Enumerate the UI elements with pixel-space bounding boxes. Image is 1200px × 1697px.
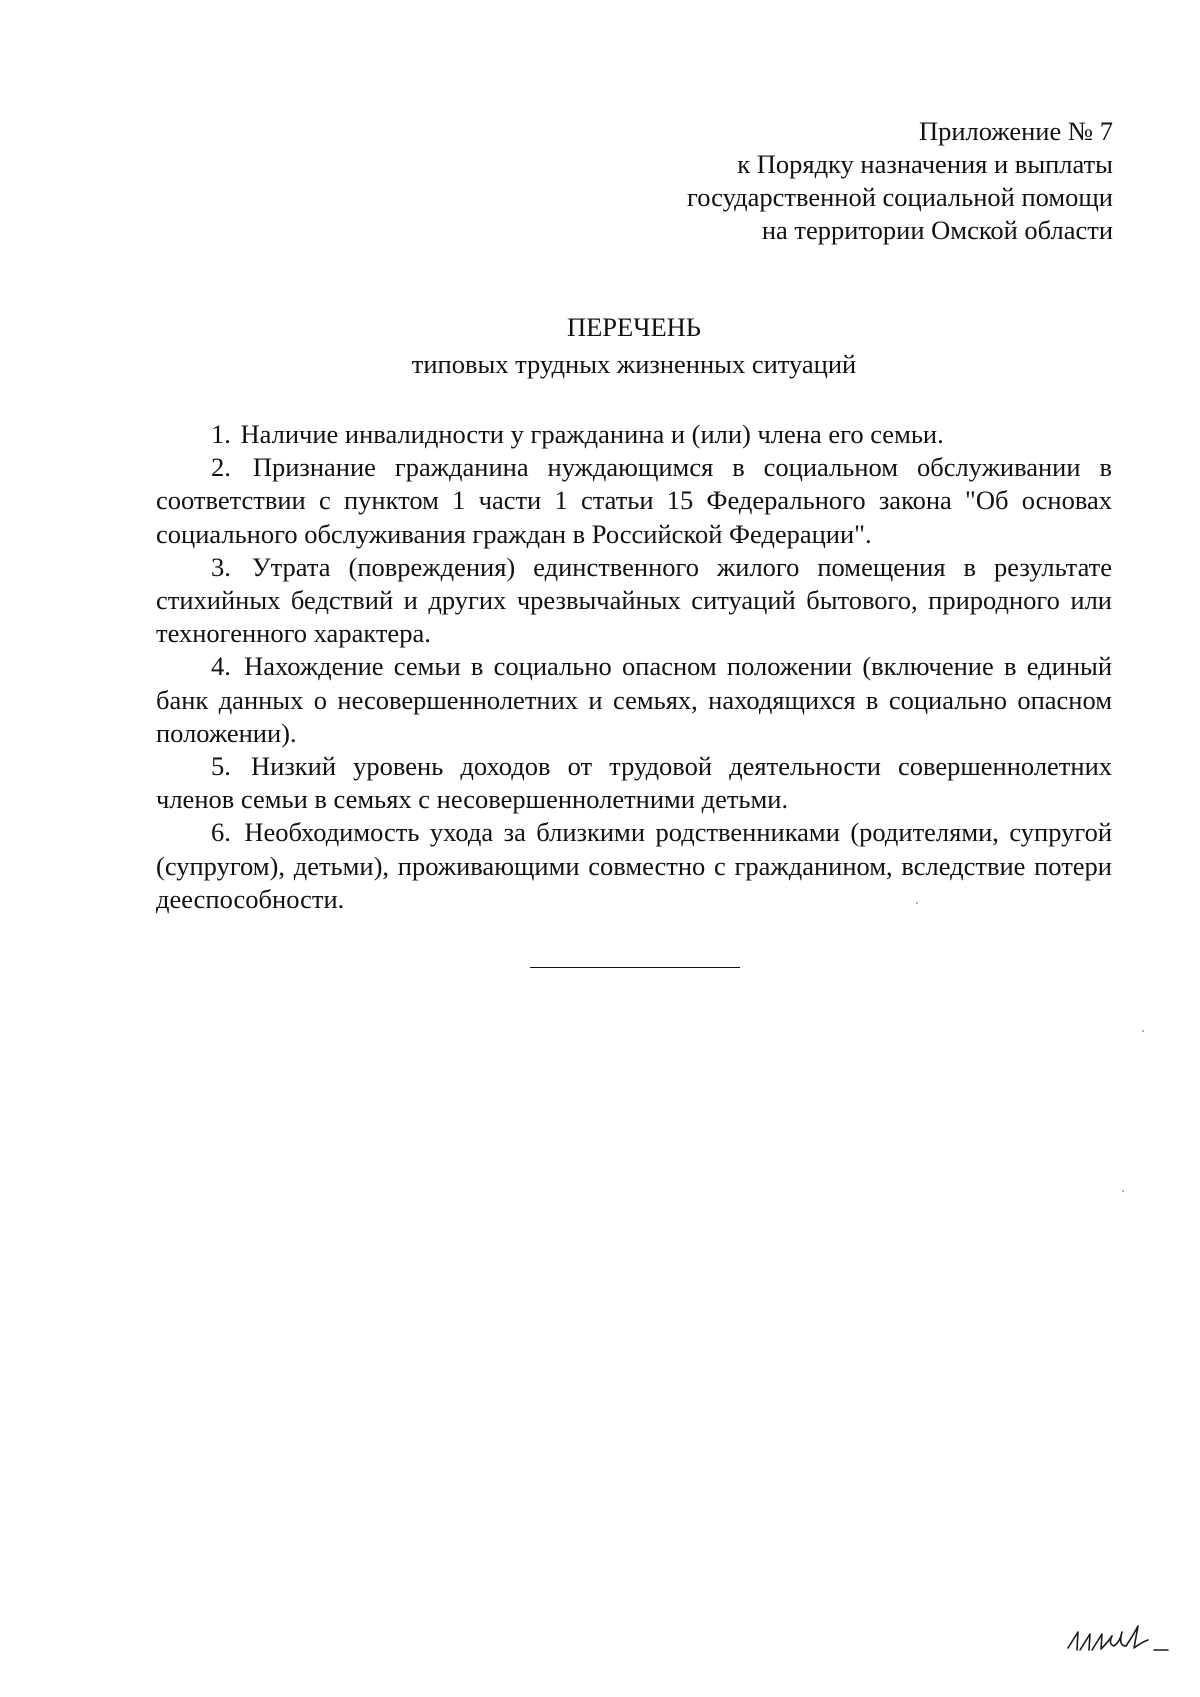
appendix-header-line: к Порядку назначения и выплаты	[737, 149, 1113, 179]
appendix-header	[513, 115, 1113, 247]
list-item	[156, 418, 1112, 451]
situation-list	[156, 418, 1112, 916]
list-item-text: Утрата (повреждения) единственного жилого помещения в результате стихийных бедствий и других чрезвычайных ситуаций бытового, природного или техногенного характера.	[156, 551, 1112, 649]
list-item	[156, 451, 1112, 551]
list-item-number: 5.	[211, 751, 231, 782]
list-item-text: Нахождение семьи в социально опасном положении (включение в единый банк данных о несовершеннолетних и семьях, находящихся в социально опасном положении).	[156, 651, 1112, 748]
list-item-text: Низкий уровень доходов от трудовой деятельности совершеннолетних членов семьи в семьях с несовершеннолетними детьми.	[156, 751, 1113, 815]
list-item-number: 4.	[211, 651, 231, 682]
list-item	[156, 551, 1112, 651]
list-item	[156, 650, 1112, 750]
handwritten-signature	[1064, 1612, 1174, 1662]
list-item	[156, 816, 1112, 916]
scan-speck	[916, 902, 918, 904]
document-title: ПЕРЕЧЕНЬ	[566, 312, 701, 342]
appendix-header-line: Приложение № 7	[918, 116, 1113, 146]
appendix-header-line: на территории Омской области	[761, 215, 1113, 245]
list-item-number: 6.	[211, 817, 231, 848]
document-subtitle: типовых трудных жизненных ситуаций	[411, 349, 857, 379]
list-item-text: Наличие инвалидности у гражданина и (или) члена его семьи.	[240, 419, 944, 449]
list-item-text: Необходимость ухода за близкими родственниками (родителями, супругой (супругом), детьми), проживающими совместно с гражданином, вследствие потери дееспособности.	[156, 817, 1113, 914]
list-item-number: 3.	[211, 551, 231, 582]
end-divider-line	[530, 967, 740, 968]
appendix-header-line: государственной социальной помощи	[687, 182, 1113, 212]
list-item-text: Признание гражданина нуждающимся в социальном обслуживании в соответствии с пунктом 1 части 1 статьи 15 Федерального закона "Об основах социального обслуживания граждан в Российской Федерации".	[156, 452, 1112, 549]
list-item-number: 1.	[211, 419, 231, 449]
list-item-number: 2.	[211, 452, 231, 483]
list-item	[156, 750, 1112, 816]
scan-speck	[1122, 1190, 1124, 1192]
scan-speck	[1142, 1030, 1144, 1032]
